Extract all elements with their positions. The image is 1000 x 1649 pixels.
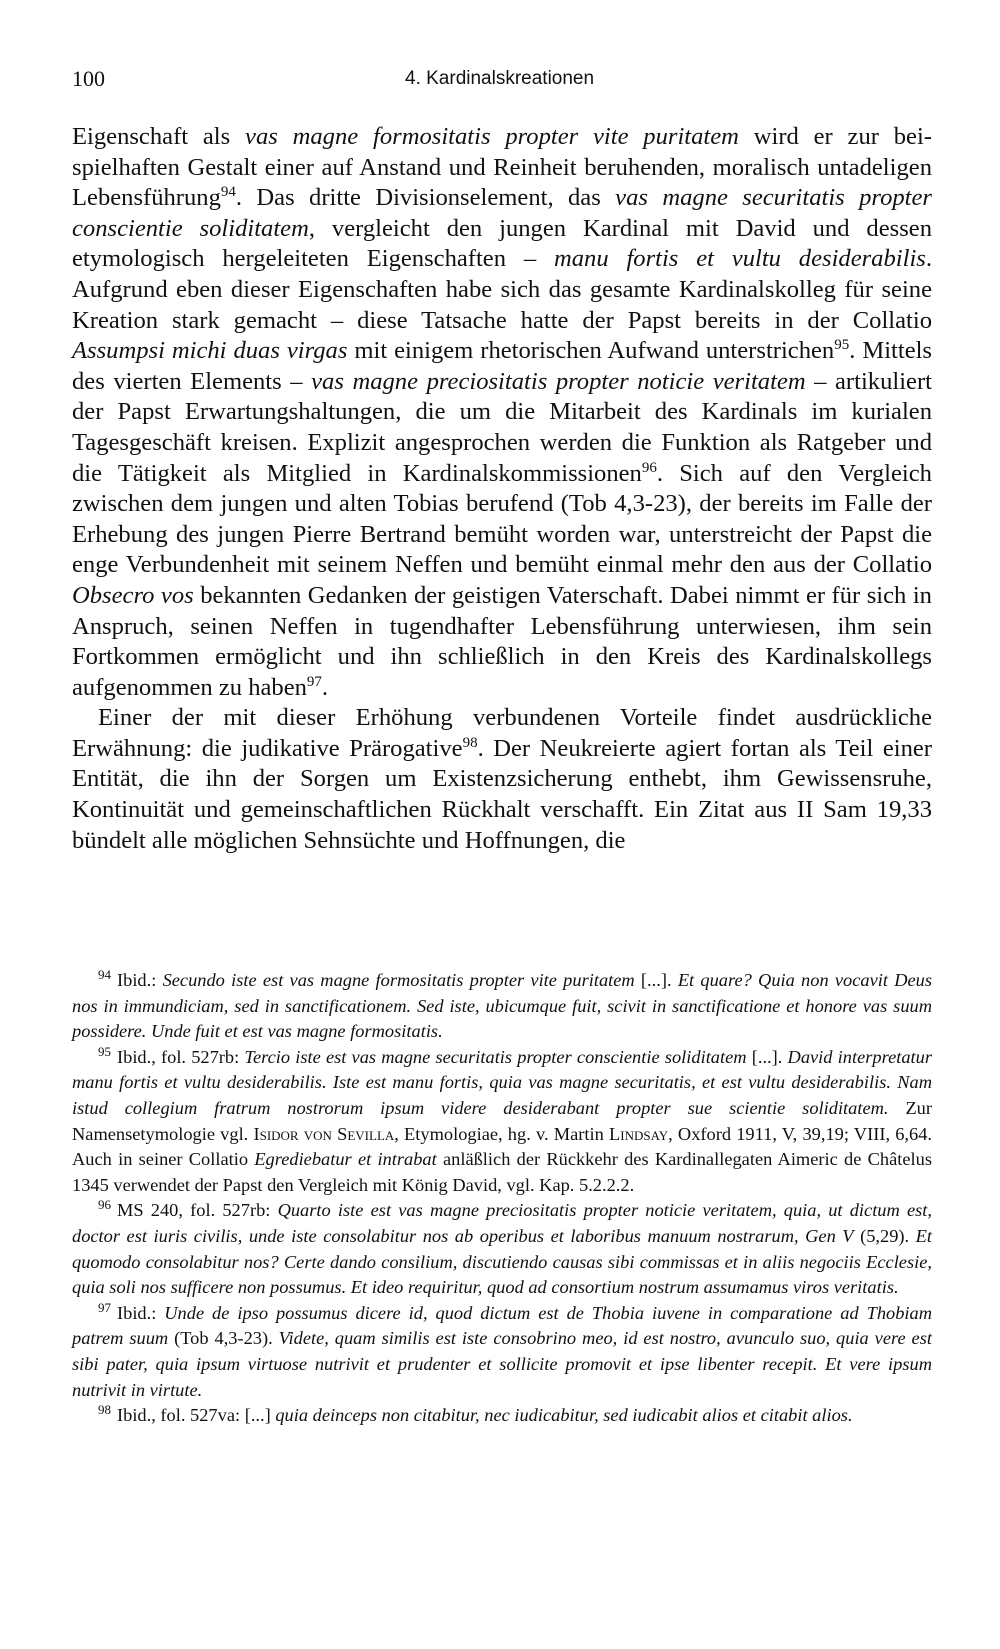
collatio-title: Assumpsi michi duas virgas: [72, 337, 348, 365]
chapter-title: 4. Kardinalskreationen: [405, 68, 595, 89]
latin-quote: vas magne formositatis propter vite puritatem: [245, 123, 739, 150]
paragraph-2: Einer der mit dieser Erhöhung verbundenen Vorteile findet ausdrückliche Erwähnung: die judikative Prärogative$^{98}$. Der Neukreierte agiert fortan als Teil einer Entität, die ihn der Sorgen um Existenzsicherung enthebt, ihm Gewissensruhe, Kontinuität und gemeinschaftlichen Rückhalt verschafft. Ein Zitat aus II Sam 19,33 bündelt alle möglichen Sehnsüchte und Hoffnungen, die: [72, 704, 932, 854]
editor-name: Lindsay: [609, 1123, 669, 1144]
paragraph-1: Eigenschaft als vas magne formositatis propter vite puritatem wird er zur beispielhaften Gestalt einer auf Anstand und Reinheit beruhenden, moralisch untadeligen Lebensführung$^{94}$. Das dritte Divisionselement, das vas magne securitatis propter conscientie soliditatem, vergleicht den jungen Kardinal mit David und dessen etymologisch hergeleiteten Eigenschaften – manu fortis et vultu desiderabilis. Aufgrund eben dieser Eigenschaften habe sich das gesamte Kardinalskolleg für seine Kreation stark gemacht – diese Tatsache hatte der Papst bereits in der Collatio Assumpsi michi duas virgas mit einigem rhetorischen Aufwand unterstrichen$^{95}$. Mittels des vierten Elements – vas magne preciositatis propter noticie veritatem – artikuliert der Papst Erwartungshaltungen, die um die Mitarbeit des Kardinals im kurialen Tagesgeschäft kreisen. Explizit angesprochen werden die Funktion als Ratgeber und die Tätigkeit als Mitglied in Kardinalskommissionen$^{96}$. Sich auf den Vergleich zwischen dem jungen und alten Tobias berufend (Tob 4,3-23), der bereits im Falle der Erhebung des jungen Pierre Bertrand bemüht worden war, unterstreicht der Papst die enge Verbundenheit mit seinem Neffen und bemüht einmal mehr den aus der Collatio Obsecro vos bekannten Gedanken der geistigen Vaterschaft. Dabei nimmt er für sich in Anspruch, seinen Neffen in tugendhafter Lebensführung unterwiesen, ihm sein Fortkommen ermöglicht und ihn schließlich in den Kreis des Kardinalskollegs aufgenommen zu haben$^{97}$.: [72, 123, 933, 701]
collatio-title: Obsecro vos: [72, 581, 194, 609]
latin-quote: manu fortis et vultu desiderabilis: [553, 245, 926, 273]
footnote-ref-94[interactable]: 94: [220, 184, 236, 200]
running-head: [72, 66, 932, 96]
footnote-98: $^{98}$ Ibid., fol. 527va: [...] quia deinceps non citabitur, nec iudicabitur, sed iudicabit alios et citabit alios.: [98, 1401, 853, 1426]
latin-quote: vas magne securitatis propter conscientie soliditatem: [72, 184, 933, 242]
page-number: 100: [72, 66, 105, 91]
footnote-number: 97: [98, 1299, 111, 1315]
main-text: [72, 122, 932, 856]
footnote-number: 96: [98, 1197, 111, 1213]
footnote-ref-95[interactable]: 95: [834, 336, 850, 353]
footnote-95: $^{95}$ Ibid., fol. 527rb: Tercio iste est vas magne securitatis propter conscientie soliditatem [...]. David interpretatur manu fortis et vultu desiderabilis. Iste est manu fortis, quia vas magne securitatis, et est vultu desiderabilis. Nam istud collegium fratrum nostrorum ipsum videre desiderabant propter sue scientie soliditatem. Zur Namensetymologie vgl. Isidor von Sevilla, Etymologiae, hg. v. Martin Lindsay, Oxford 1911, V, 39,19; VIII, 6,64. Auch in seiner Collatio Egrediebatur et intrabat anläßlich der Rückkehr des Kardinallegaten Aimeric de Châtelus 1345 verwendet der Papst den Vergleich mit König David, vgl. Kap. 5.2.2.2.: [72, 1043, 933, 1195]
latin-quote: vas magne preciositatis propter noticie veritatem: [311, 367, 806, 395]
footnotes: [72, 968, 932, 1429]
footnote-94: $^{94}$ Ibid.: Secundo iste est vas magne formositatis propter vite puritatem [...]. Et quare? Quia non vocavit Deus nos in immundiciam, sed in sanctificationem. Sed iste, ubicumque fuit, scivit in sanctificatione et honore vas suum possidere. Unde fuit et est vas magne formositatis.: [72, 966, 933, 1042]
footnote-97: $^{97}$ Ibid.: Unde de ipso possumus dicere id, quod dictum est de Thobia iuvene in comparatione ad Thobiam patrem suum (Tob 4,3-23). Videte, quam similis est iste consobrino meo, id est nostro, avunculo suo, quia vere est sibi pater, quia ipsum virtuose nutrivit et prudenter et sollicite promovit et ipse libenter recepit. Et vere ipsum nutrivit in virtute.: [72, 1299, 932, 1400]
footnote-ref-97[interactable]: 97: [306, 673, 322, 690]
footnote-ref-96[interactable]: 96: [641, 459, 657, 476]
author-name: Isidor von Sevilla: [253, 1123, 395, 1144]
footnote-number: 94: [98, 966, 111, 982]
footnote-number: 98: [98, 1401, 111, 1417]
footnote-ref-98[interactable]: 98: [462, 734, 478, 751]
footnote-96: $^{96}$ MS 240, fol. 527rb: Quarto iste est vas magne preciositatis propter noticie veritatem, quia, ut dictum est, doctor est iuris civilis, unde iste consolabitur nos ab operibus et laboribus manuum nostrarum, Gen V (5,29). Et quomodo consolabitur nos? Certe dando consilium, discutiendo causas sibi commissas et in aliis negociis Ecclesie, quia soli nos sufficere non possumus. Et ideo requiritur, quod ad consortium nostrum assumamus viros veritatis.: [72, 1197, 933, 1298]
footnote-number: 95: [98, 1043, 111, 1059]
